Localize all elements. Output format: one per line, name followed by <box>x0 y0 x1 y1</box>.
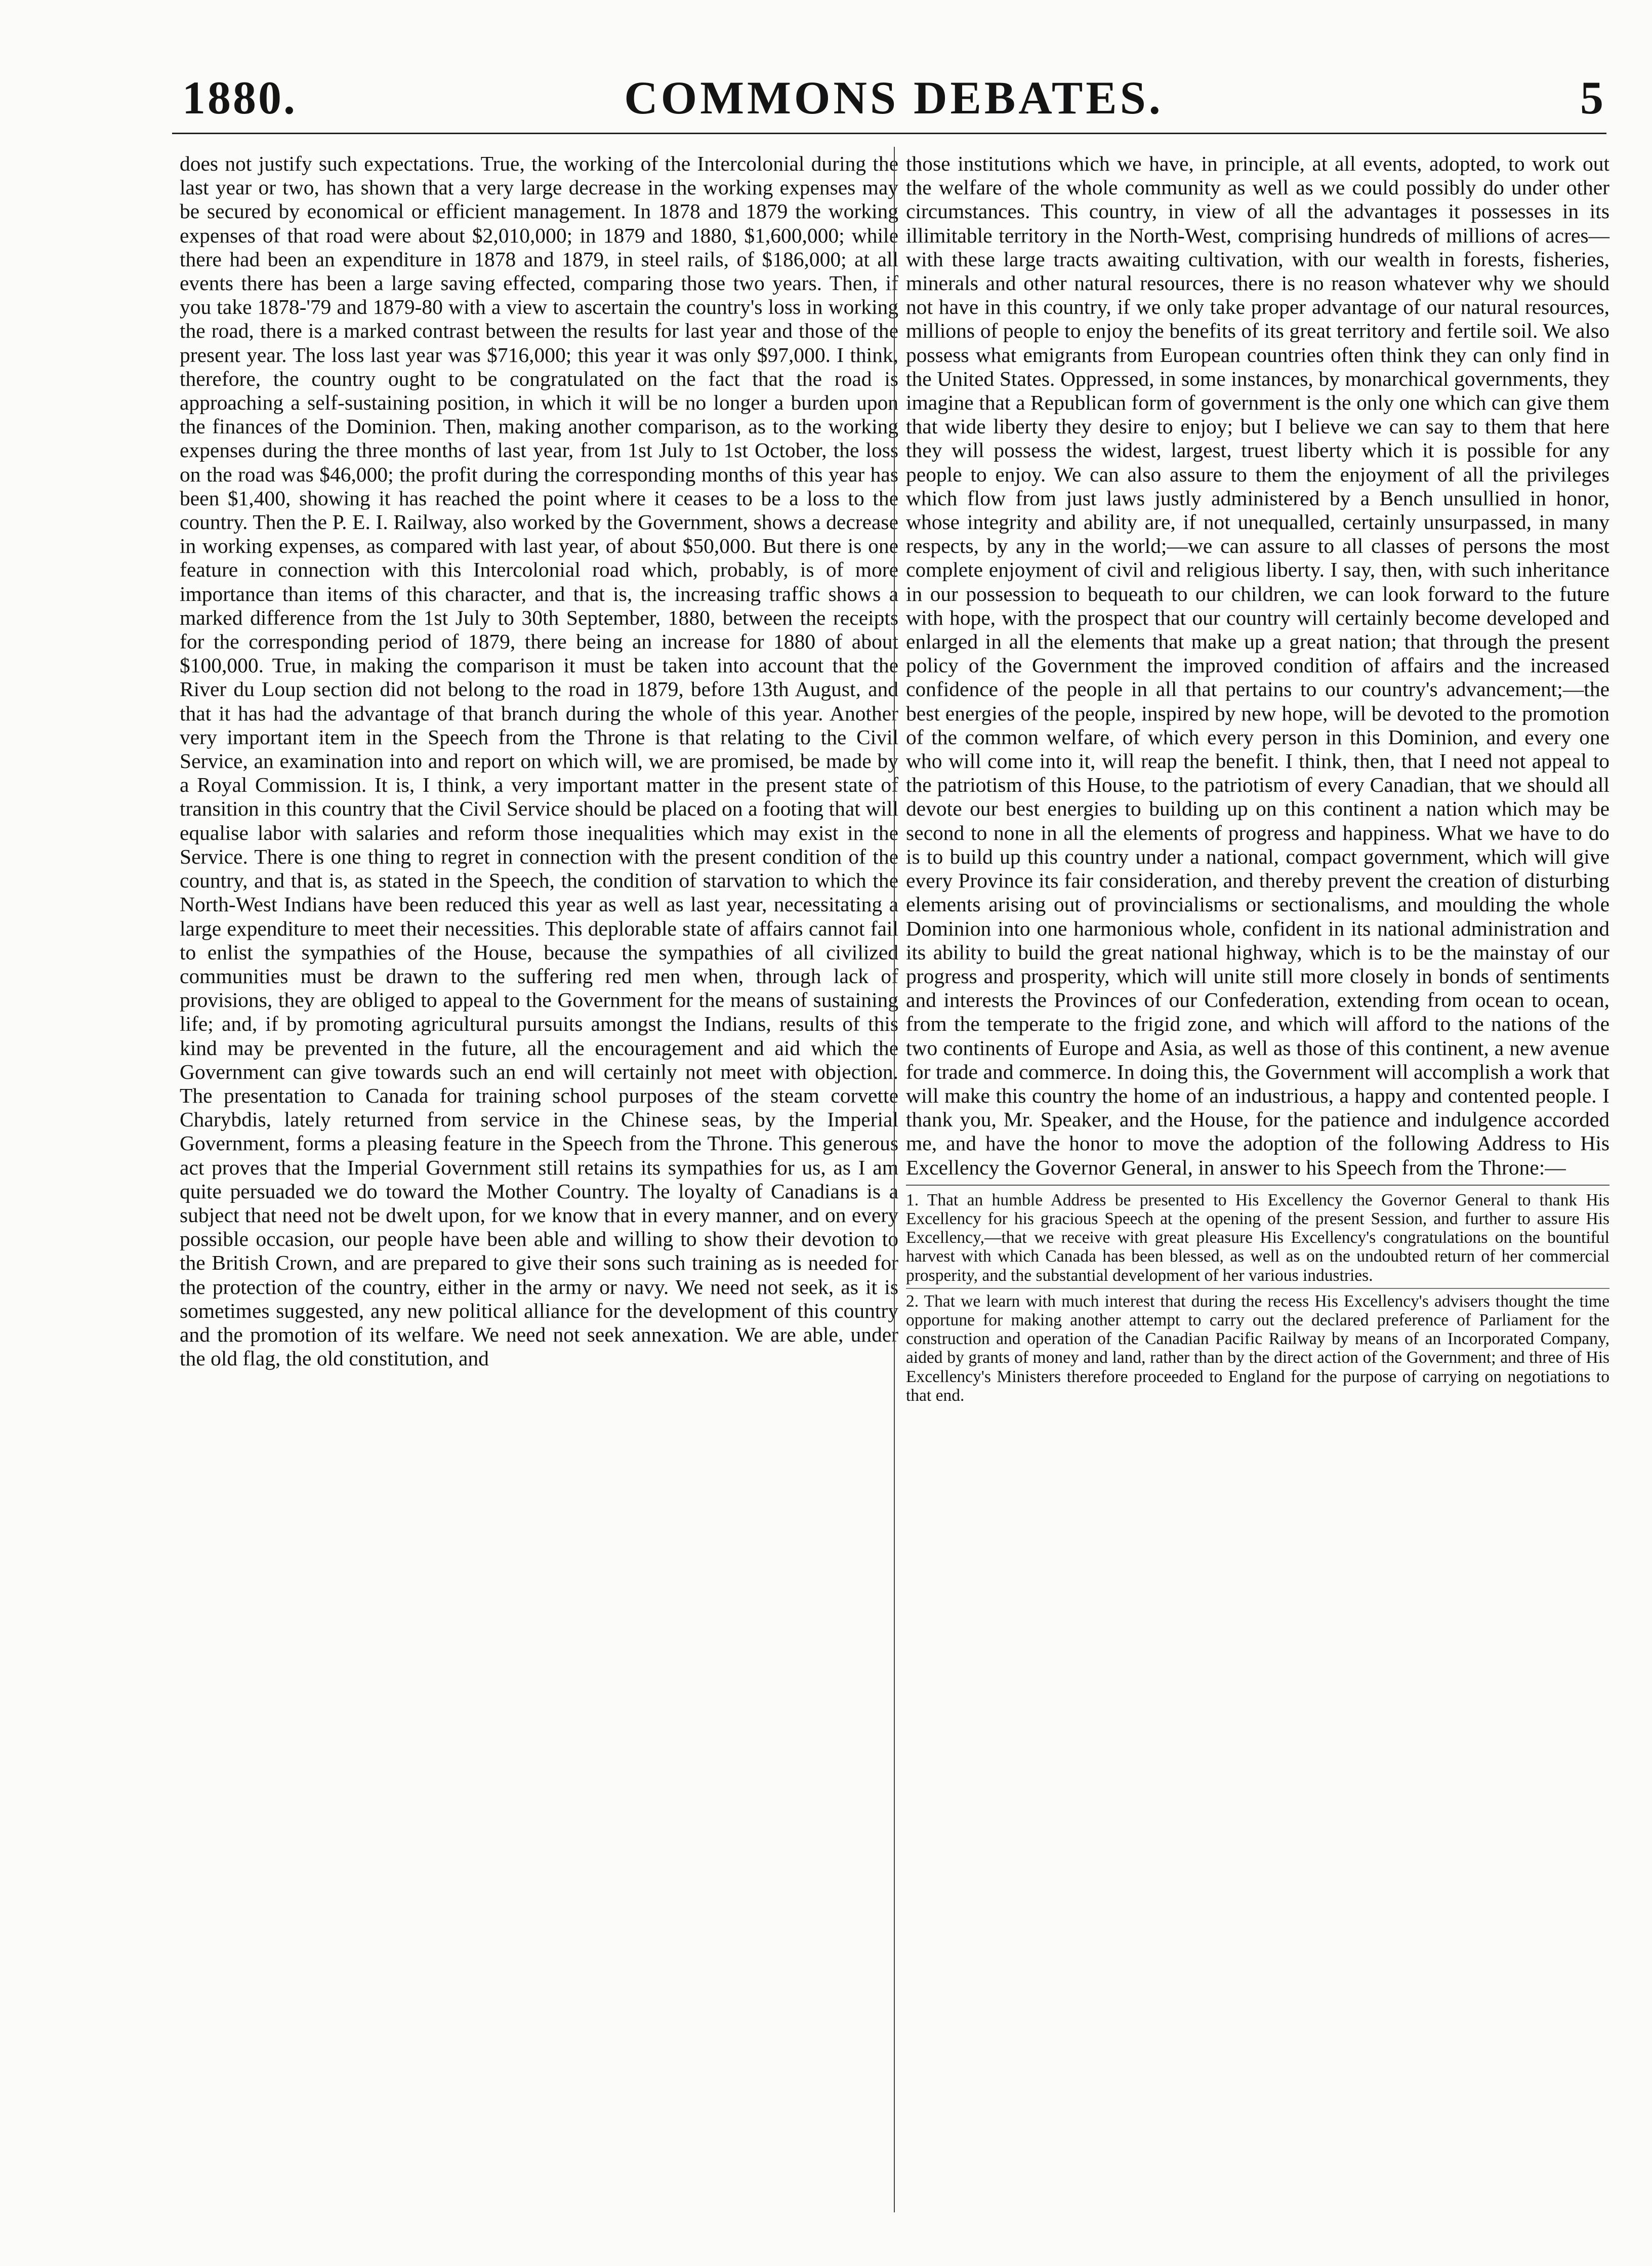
left-column <box>180 152 898 1370</box>
right-column-text: those institutions which we have, in principle, at all events, adopted, to work out the welfare of the whole community as well as we could possibly do under other circumstances. This country, in view of all the advantages it possesses in its illimitable territory in the North-West, comprising hundreds of millions of acres—with these large tracts awaiting cultivation, with our wealth in forests, fisheries, minerals and other natural resources, there is no reason whatever why we should not have in this country, if we only take proper advantage of our natural resources, millions of people to enjoy the benefits of its great territory and fertile soil. We also possess what emigrants from European countries often think they can only find in the United States. Oppressed, in some instances, by monarchical governments, they imagine that a Republican form of government is the only one which can give them that wide liberty they desire to enjoy; but I believe we can say to them that here they will possess the widest, largest, truest liberty which it is possible for any people to enjoy. We can also assure to them the enjoyment of all the privileges which flow from just laws justly administered by a Bench unsullied in honor, whose integrity and ability are, if not unequalled, certainly unsurpassed, in many respects, by any in the world;—we can assure to all classes of persons the most complete enjoyment of civil and religious liberty. I say, then, with such inheritance in our possession to bequeath to our children, we can look forward to the future with hope, with the prospect that our country will certainly become developed and enlarged in all the elements that make up a great nation; that through the present policy of the Government the improved condition of affairs and the increased confidence of the people in all that pertains to our country's advancement;—the best energies of the people, inspired by new hope, will be devoted to the promotion of the common welfare, of which every person in this Dominion, and every one who will come into it, will reap the benefit. I think, then, that I need not appeal to the patriotism of this House, to the patriotism of every Canadian, that we should all devote our best energies to building up on this continent a nation which may be second to none in all the elements of progress and happiness. What we have to do is to build up this country under a national, compact government, which will give every Province its fair consideration, and thereby prevent the creation of disturbing elements arising out of provincialisms or sectionalisms, and moulding the whole Dominion into one harmonious whole, confident in its national administration and its ability to build the great national highway, which is to be the mainstay of our progress and prosperity, which will unite still more closely in bonds of sentiments and interests the Provinces of our Confederation, extending from ocean to ocean, from the temperate to the frigid zone, and which will afford to the nations of the two continents of Europe and Asia, as well as those of this continent, a new avenue for trade and commerce. In doing this, the Government will accomplish a work that will make this country the home of an industrious, a happy and contented people. I thank you, Mr. Speaker, and the House, for the patience and indulgence accorded me, and have the honor to move the adoption of the following Address to His Excellency the Governor General, in answer to his Speech from the Throne:— <box>906 152 1609 1179</box>
header-year: 1880. <box>182 72 297 124</box>
address-resolutions <box>906 1185 1609 1405</box>
page-number: 5 <box>1580 72 1605 124</box>
header-title: COMMONS DEBATES. <box>624 72 1164 124</box>
resolution-1: 1. That an humble Address be presented to His Excellency the Governor General to thank His Excellency for his gracious Speech at the opening of the present Session, and further to assure His Excellency,—that we receive with great pleasure His Excellency's congratulations on the bountiful harvest with which Canada has been blessed, as well as on the undoubted return of her commercial prosperity, and the substantial development of her various industries. <box>906 1190 1609 1285</box>
left-column-text: does not justify such expectations. True, the working of the Intercolonial during the last year or two, has shown that a very large decrease in the working expenses may be secured by economical or efficient management. In 1878 and 1879 the working expenses of that road were about $2,010,000; in 1879 and 1880, $1,600,000; while there had been an expenditure in 1878 and 1879, in steel rails, of $186,000; at all events there has been a large saving effected, comparing those two years. Then, if you take 1878-'79 and 1879-80 with a view to ascertain the country's loss in working the road, there is a marked contrast between the results for last year and those of the present year. The loss last year was $716,000; this year it was only $97,000. I think, therefore, the country ought to be congratulated on the fact that the road is approaching a self-sustaining position, in which it will be no longer a burden upon the finances of the Dominion. Then, making another comparison, as to the working expenses during the three months of last year, from 1st July to 1st October, the loss on the road was $46,000; the profit during the corresponding months of this year has been $1,400, showing it has reached the point where it ceases to be a loss to the country. Then the P. E. I. Railway, also worked by the Government, shows a decrease in working expenses, as compared with last year, of about $50,000. But there is one feature in connection with this Intercolonial road which, probably, is of more importance than items of this character, and that is, the increasing traffic shows a marked difference from the 1st July to 30th September, 1880, between the receipts for the corresponding period of 1879, there being an increase for 1880 of about $100,000. True, in making the comparison it must be taken into account that the River du Loup section did not belong to the road in 1879, before 13th August, and that it has had the advantage of that branch during the whole of this year. Another very important item in the Speech from the Throne is that relating to the Civil Service, an examination into and report on which will, we are promised, be made by a Royal Commission. It is, I think, a very important matter in the present state of transition in this country that the Civil Service should be placed on a footing that will equalise labor with salaries and reform those inequalities which may exist in the Service. There is one thing to regret in connection with the present condition of the country, and that is, as stated in the Speech, the condition of starvation to which the North-West Indians have been reduced this year as well as last year, necessitating a large expenditure to meet their necessities. This deplorable state of affairs cannot fail to enlist the sympathies of the House, because the sympathies of all civilized communities must be drawn to the suffering red men when, through lack of provisions, they are obliged to appeal to the Government for the means of sustaining life; and, if by promoting agricultural pursuits amongst the Indians, results of this kind may be prevented in the future, all the encouragement and aid which the Government can give towards such an end will certainly not meet with objection. The presentation to Canada for training school purposes of the steam corvette Charybdis, lately returned from service in the Chinese seas, by the Imperial Government, forms a pleasing feature in the Speech from the Throne. This generous act proves that the Imperial Government still retains its sympathies for us, as I am quite persuaded we do toward the Mother Country. The loyalty of Canadians is a subject that need not be dwelt upon, for we know that in every manner, and on every possible occasion, our people have been able and willing to show their devotion to the British Crown, and are prepared to give their sons such training as is needed for the protection of the country, either in the army or navy. We need not seek, as it is sometimes suggested, any new political alliance for the development of this country and the promotion of its welfare. We need not seek annexation. We are able, under the old flag, the old constitution, and <box>180 152 898 1370</box>
header-rule <box>172 133 1606 134</box>
resolution-2: 2. That we learn with much interest that during the recess His Excellency's advisers thought the time opportune for making another attempt to carry out the declared preference of Parliament for the construction and operation of the Canadian Pacific Railway by means of an Incorporated Company, aided by grants of money and land, rather than by the direct action of the Government; and three of His Excellency's Ministers therefore proceeded to England for the purpose of carrying on negotiations to that end. <box>906 1288 1609 1405</box>
page-header <box>152 61 1636 132</box>
right-column <box>906 152 1609 1405</box>
column-divider <box>894 147 895 2212</box>
